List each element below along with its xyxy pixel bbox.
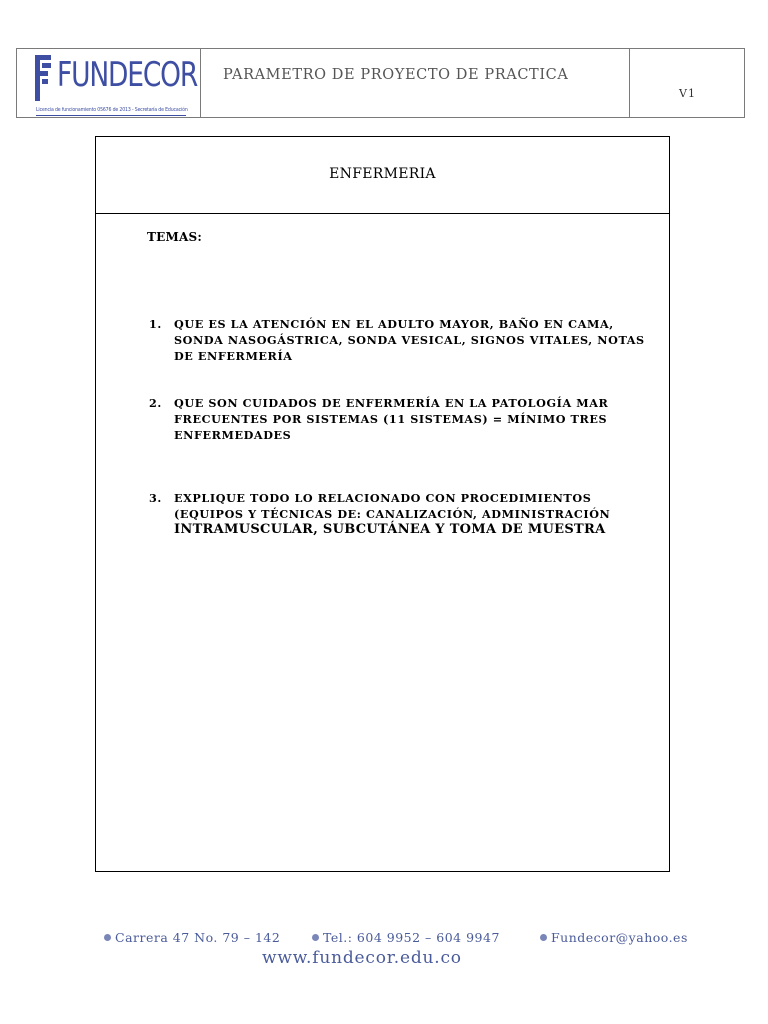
document-header: [16, 48, 745, 118]
title-cell: [201, 49, 630, 117]
footer-email[interactable]: [540, 930, 688, 945]
subject-header: [96, 137, 669, 214]
bullet-icon: [312, 934, 319, 941]
address-text: Carrera 47 No. 79 – 142: [115, 930, 281, 945]
bullet-icon: [540, 934, 547, 941]
topic-line: QUE ES LA ATENCIÓN EN EL ADULTO MAYOR, BAÑO EN CAMA,: [174, 317, 614, 331]
content-box: [95, 136, 670, 872]
topic-number: 2.: [149, 396, 162, 410]
logo-underline: [36, 115, 186, 116]
topic-number: 3.: [149, 491, 162, 505]
topic-line: QUE SON CUIDADOS DE ENFERMERÍA EN LA PATOLOGÍA MAR: [174, 396, 609, 410]
version-label: V1: [679, 87, 696, 100]
topic-line: DE ENFERMERÍA: [174, 349, 293, 363]
footer-address: [104, 930, 280, 945]
topic-line: (EQUIPOS Y TÉCNICAS DE: CANALIZACIÓN, ADMINISTRACIÓN: [174, 507, 611, 521]
document-title: PARAMETRO DE PROYECTO DE PRACTICA: [223, 67, 569, 83]
logo-cell: [17, 49, 201, 117]
topic-line: EXPLIQUE TODO LO RELACIONADO CON PROCEDIMIENTOS: [174, 491, 592, 505]
topic-item-2: [149, 395, 659, 443]
bullet-icon: [104, 934, 111, 941]
topic-item-1: [149, 316, 659, 364]
topic-line: SONDA NASOGÁSTRICA, SONDA VESICAL, SIGNOS VITALES, NOTAS: [174, 333, 645, 347]
fundecor-logo-icon: [33, 55, 53, 101]
website-link[interactable]: www.fundecor.edu.co: [262, 948, 462, 968]
topic-item-3: [149, 490, 659, 538]
footer-phone: [312, 930, 500, 945]
topic-line: INTRAMUSCULAR, SUBCUTÁNEA Y TOMA DE MUESTRA: [174, 522, 606, 537]
subject-title: ENFERMERIA: [329, 166, 436, 182]
logo-text: FUNDECOR: [57, 55, 198, 95]
topic-line: ENFERMEDADES: [174, 428, 292, 442]
topic-number: 1.: [149, 317, 162, 331]
phone-text: Tel.: 604 9952 – 604 9947: [323, 930, 500, 945]
topic-line: FRECUENTES POR SISTEMAS (11 SISTEMAS) = MÍNIMO TRES: [174, 412, 608, 426]
version-cell: [630, 49, 744, 117]
logo-subtext: Licencia de funcionamiento 05676 de 2013 - Secretaría de Educación: [36, 107, 188, 113]
topics-label: TEMAS:: [147, 230, 202, 244]
email-link[interactable]: Fundecor@yahoo.es: [551, 930, 688, 945]
